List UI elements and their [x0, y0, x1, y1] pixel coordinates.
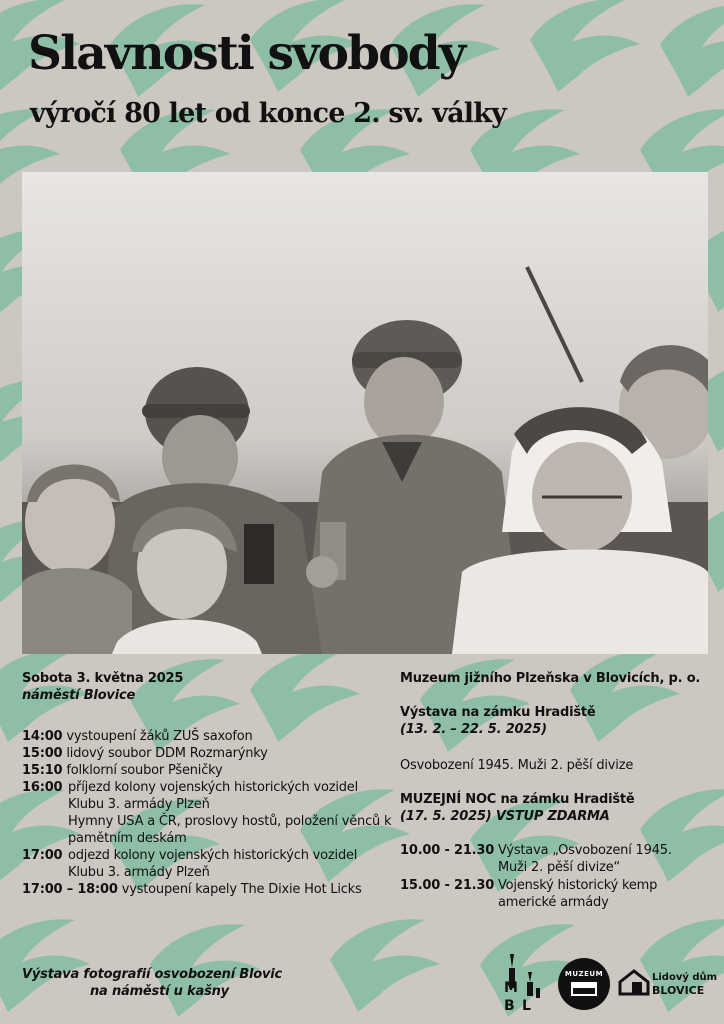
program-schedule	[22, 728, 392, 898]
schedule-item	[22, 847, 392, 881]
museum-night-time: 10.00 - 21.30	[400, 843, 495, 858]
schedule-time: 16:00	[22, 780, 63, 795]
schedule-time: 17:00	[22, 848, 63, 863]
schedule-item	[22, 762, 392, 779]
museum-name: Muzeum jižního Plzeňska v Blovicích, p. o.	[400, 671, 701, 686]
castle-exhibition-description: Osvobození 1945. Muži 2. pěší divize	[400, 758, 634, 773]
schedule-event-block	[68, 779, 392, 847]
historic-photo	[22, 172, 708, 654]
schedule-time: 15:10	[22, 763, 63, 778]
museum-night-item	[400, 842, 672, 876]
schedule-event-extra: Hymny USA a ČR, proslovy hostů, položení věnců k pamětním deskám	[68, 814, 392, 846]
blovice-logo-letter-m: M	[504, 980, 518, 996]
schedule-item	[22, 745, 392, 762]
blovice-town-logo-icon	[502, 952, 544, 1014]
museum-night-line: americké armády	[498, 895, 609, 910]
museum-night-text	[498, 842, 672, 876]
schedule-time: 15:00	[22, 746, 63, 761]
schedule-item	[22, 881, 392, 898]
blovice-logo-letter-l: L	[522, 998, 531, 1014]
photo-exhibition-line2: na náměstí u kašny	[90, 984, 229, 999]
schedule-time: 17:00 – 18:00	[22, 882, 118, 897]
schedule-event: vystoupení žáků ZUŠ saxofon	[66, 729, 253, 744]
program-place: náměstí Blovice	[22, 688, 136, 703]
poster-title: Slavnosti svobody	[28, 26, 465, 81]
schedule-item	[22, 728, 392, 745]
lidovy-dum-line2: BLOVICE	[652, 984, 705, 997]
museum-night-subtitle: (17. 5. 2025) VSTUP ZDARMA	[400, 809, 610, 824]
museum-night-item	[400, 877, 657, 911]
museum-night-time: 15.00 - 21.30	[400, 878, 495, 893]
schedule-event: příjezd kolony vojenských historických vozidel Klubu 3. armády Plzeň	[68, 780, 359, 812]
museum-logo-label: MUZEUM	[564, 970, 604, 978]
poster-subtitle: výročí 80 let od konce 2. sv. války	[30, 98, 507, 129]
lidovy-dum-line1: Lidový dům	[652, 972, 718, 983]
museum-night-line: Výstava „Osvobození 1945.	[498, 843, 672, 858]
museum-night-title: MUZEJNÍ NOC na zámku Hradiště	[400, 792, 635, 807]
schedule-item	[22, 779, 392, 847]
museum-night-line: Vojenský historický kemp	[498, 878, 658, 893]
schedule-event: folklorní soubor Pšeničky	[66, 763, 223, 778]
museum-night-text	[498, 877, 657, 911]
schedule-event: lidový soubor DDM Rozmarýnky	[66, 746, 268, 761]
schedule-time: 14:00	[22, 729, 63, 744]
castle-exhibition-dates: (13. 2. – 22. 5. 2025)	[400, 722, 547, 737]
house-icon	[618, 968, 650, 996]
museum-building-icon	[571, 982, 597, 996]
schedule-event: odjezd kolony vojenských historických vozidel Klubu 3. armády Plzeň	[68, 848, 358, 880]
castle-exhibition-title: Výstava na zámku Hradiště	[400, 705, 596, 720]
schedule-event: vystoupení kapely The Dixie Hot Licks	[121, 882, 362, 897]
museum-logo-icon	[558, 958, 610, 1010]
museum-night-line: Muži 2. pěší divize“	[498, 860, 621, 875]
photo-exhibition-line1: Výstava fotografií osvobození Blovic	[22, 967, 283, 982]
program-date: Sobota 3. května 2025	[22, 671, 184, 686]
blovice-logo-letter-b: B	[504, 998, 515, 1014]
